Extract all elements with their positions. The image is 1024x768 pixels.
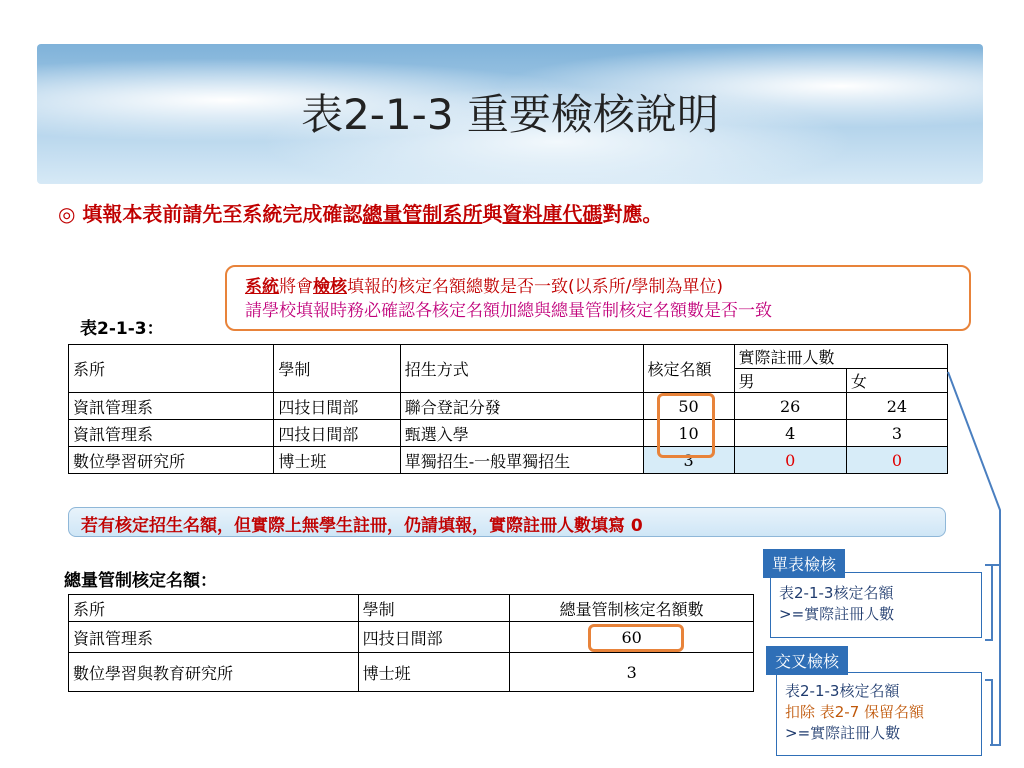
callout-check: 檢核 <box>313 277 347 297</box>
cross-check-line-3: >=實際註冊人數 <box>785 724 901 742</box>
cross-check-line-1: 表2-1-3核定名額 <box>785 682 900 700</box>
cell-method: 單獨招生-一般單獨招生 <box>400 447 643 474</box>
header-method: 招生方式 <box>400 345 643 393</box>
cell-male: 0 <box>734 447 846 474</box>
cell-female: 24 <box>846 393 947 420</box>
cross-check-badge: 交叉檢核 <box>766 646 848 675</box>
cell-dept: 資訊管理系 <box>69 420 274 447</box>
table2-label: 總量管制核定名額： <box>64 571 217 591</box>
cell-system: 四技日間部 <box>274 420 400 447</box>
zero-enrollment-note: 若有核定招生名額，但實際上無學生註冊，仍請填報，實際註冊人數填寫 0 <box>68 507 946 537</box>
cell-quota: 50 <box>643 393 734 420</box>
cell-male: 26 <box>734 393 846 420</box>
header-dept: 系所 <box>69 595 359 622</box>
page-title: 表2-1-3 重要檢核說明 <box>301 90 719 139</box>
notice-mid: 與 <box>482 202 503 226</box>
callout-system: 系統 <box>245 277 279 297</box>
cell-quota: 10 <box>643 420 734 447</box>
cell-quota: 3 <box>643 447 734 474</box>
notice-underline-1: 總量管制系所 <box>362 202 483 226</box>
cell-female: 3 <box>846 420 947 447</box>
cell-dept: 數位學習與教育研究所 <box>69 653 359 692</box>
cell-quota: 3 <box>510 653 754 692</box>
notice-prefix: ◎ 填報本表前請先至系統完成確認 <box>58 202 363 226</box>
single-check-badge: 單表檢核 <box>763 549 845 578</box>
header-system: 學制 <box>274 345 400 393</box>
cell-system: 博士班 <box>358 653 510 692</box>
callout-rest: 填報的核定名額總數是否一致(以系所/學制為單位) <box>347 277 723 297</box>
cell-dept: 資訊管理系 <box>69 622 359 653</box>
header-enrolled: 實際註冊人數 <box>734 345 947 369</box>
notice-underline-2: 資料庫代碼 <box>502 202 603 226</box>
header-quota: 總量管制核定名額數 <box>510 595 754 622</box>
table1-label: 表2-1-3： <box>80 319 164 339</box>
callout-will: 將會 <box>279 277 313 297</box>
header-male: 男 <box>734 369 846 393</box>
cross-check-box <box>776 672 982 756</box>
notice-suffix: 對應。 <box>602 202 663 226</box>
cell-female: 0 <box>846 447 947 474</box>
single-check-box <box>770 572 982 638</box>
cell-quota: 60 <box>510 622 754 653</box>
cell-dept: 資訊管理系 <box>69 393 274 420</box>
callout-line-2: 請學校填報時務必確認各核定名額加總與總量管制核定名額數是否一致 <box>245 301 772 321</box>
cell-system: 四技日間部 <box>274 393 400 420</box>
cell-male: 4 <box>734 420 846 447</box>
single-check-line-1: 表2-1-3核定名額 <box>779 584 894 602</box>
header-system: 學制 <box>358 595 510 622</box>
header-female: 女 <box>846 369 947 393</box>
cell-system: 四技日間部 <box>358 622 510 653</box>
single-check-line-2: >=實際註冊人數 <box>779 605 895 623</box>
cell-system: 博士班 <box>274 447 400 474</box>
header-dept: 系所 <box>69 345 274 393</box>
cell-dept: 數位學習研究所 <box>69 447 274 474</box>
cell-method: 甄選入學 <box>400 420 643 447</box>
cell-method: 聯合登記分發 <box>400 393 643 420</box>
header-quota: 核定名額 <box>643 345 734 393</box>
cross-check-line-2: 扣除 表2-7 保留名額 <box>785 703 925 721</box>
